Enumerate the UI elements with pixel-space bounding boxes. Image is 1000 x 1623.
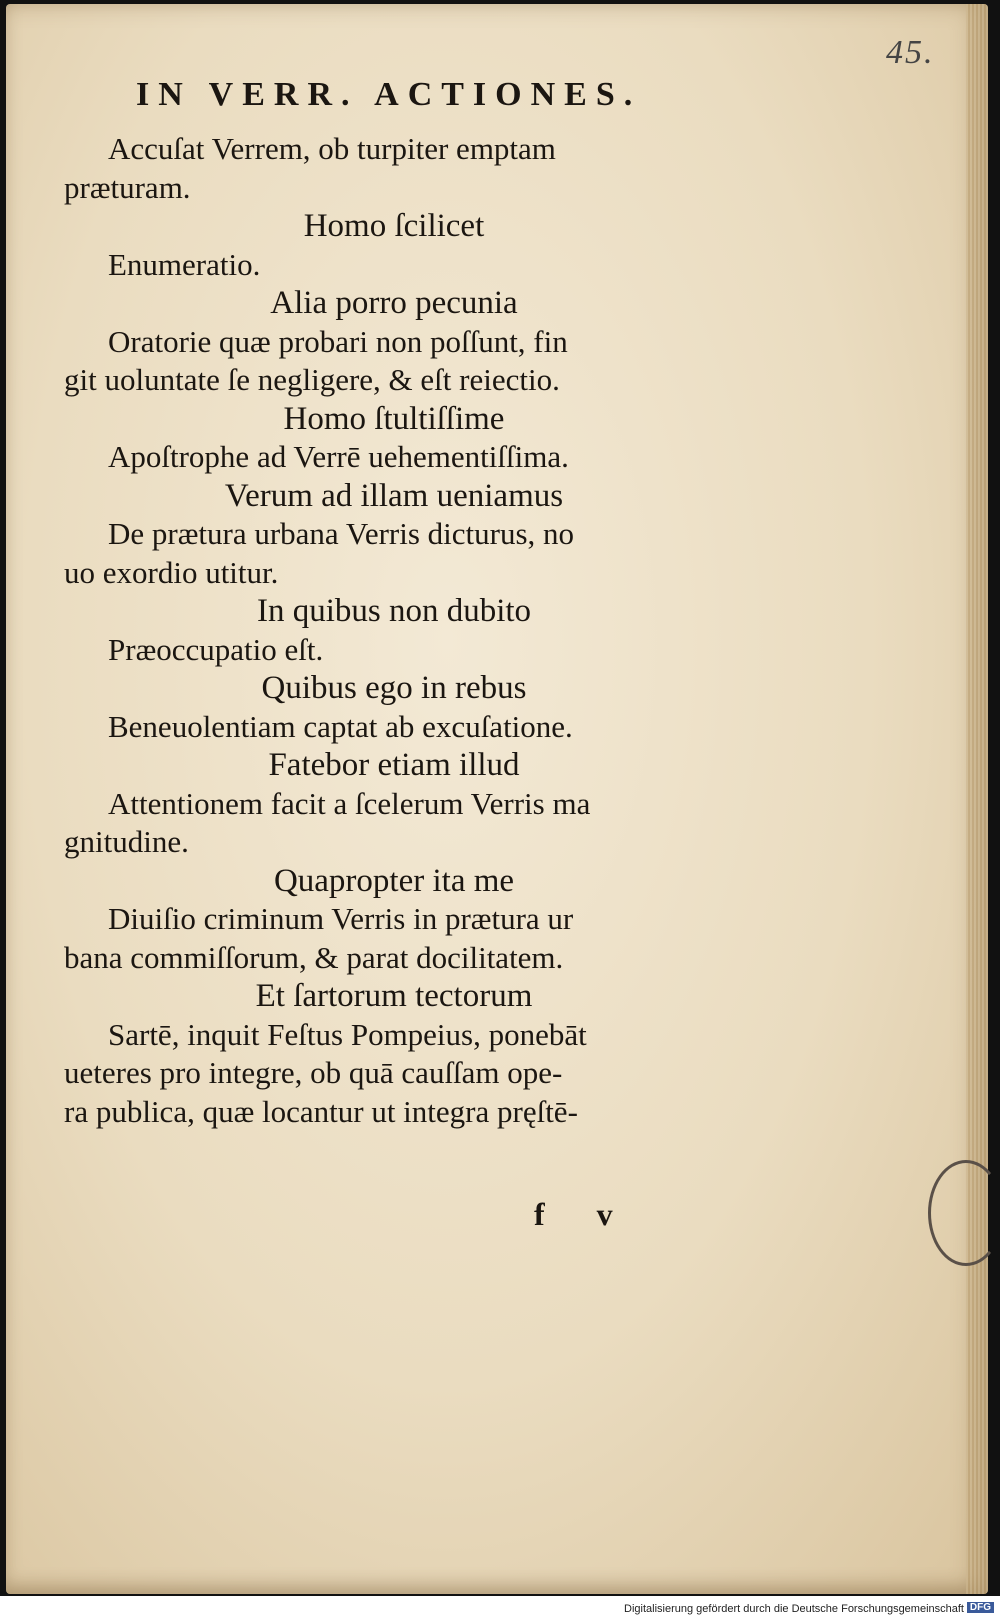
book-page [6, 4, 988, 1594]
text-line: Accuſat Verrem, ob turpiter emptam [108, 131, 556, 166]
text-line: Beneuolentiam captat ab excuſatione. [108, 708, 573, 744]
text-line: Attentionem facit a ſcelerum Verris ma [108, 785, 591, 821]
folio-number: 45. [886, 34, 935, 71]
lemma-line: Quibus ego in rebus [261, 670, 527, 706]
lemma-line: Homo ſtultiſſime [283, 400, 505, 437]
text-line: Apoſtrophe ad Verrē uehementiſſima. [108, 439, 569, 474]
text-line: De prætura urbana Verris dicturus, no [108, 516, 575, 551]
footer-credit: Digitalisierung gefördert durch die Deutsche Forschungsgemeinschaft [624, 1603, 964, 1615]
digitization-footer [0, 1596, 1000, 1623]
lemma-line: Et ſartorum tectorum [255, 978, 533, 1014]
text-line: Enumeratio. [108, 246, 261, 282]
text-line: Oratorie quæ probari non poſſunt, fin [108, 323, 568, 359]
lemma-line: Quapropter ita me [273, 862, 515, 899]
text-block [64, 130, 704, 1131]
text-line: Diuiſio criminum Verris in prætura ur [108, 901, 574, 936]
text-line: Sartē, inquit Feſtus Pompeius, ponebāt [108, 1016, 587, 1052]
lemma-line: In quibus non dubito [256, 593, 532, 629]
text-line: gnitudine. [64, 824, 189, 859]
running-head: IN VERR. ACTIONES. [136, 76, 642, 113]
page-edge [966, 4, 988, 1594]
signature-mark: f v [534, 1196, 635, 1232]
clasp-icon [928, 1160, 1000, 1266]
lemma-line: Homo ſcilicet [303, 208, 485, 244]
text-line: git uoluntate ſe negligere, & eſt reiectio. [64, 362, 560, 397]
lemma-line: Fatebor etiam illud [268, 747, 520, 783]
text-line: uo exordio utitur. [64, 554, 279, 590]
text-line: ueteres pro integre, ob quā cauſſam ope- [64, 1055, 563, 1090]
lemma-line: Alia porro pecunia [270, 285, 518, 321]
text-line: ra publica, quæ locantur ut integra pręſtē- [64, 1093, 578, 1129]
text-line: bana commiſſorum, & parat docilitatem. [64, 939, 564, 975]
dfg-logo-icon: DFG [967, 1602, 994, 1613]
text-line: Præoccupatio eſt. [108, 631, 324, 667]
text-line: præturam. [64, 169, 191, 205]
lemma-line: Verum ad illam ueniamus [224, 477, 564, 514]
